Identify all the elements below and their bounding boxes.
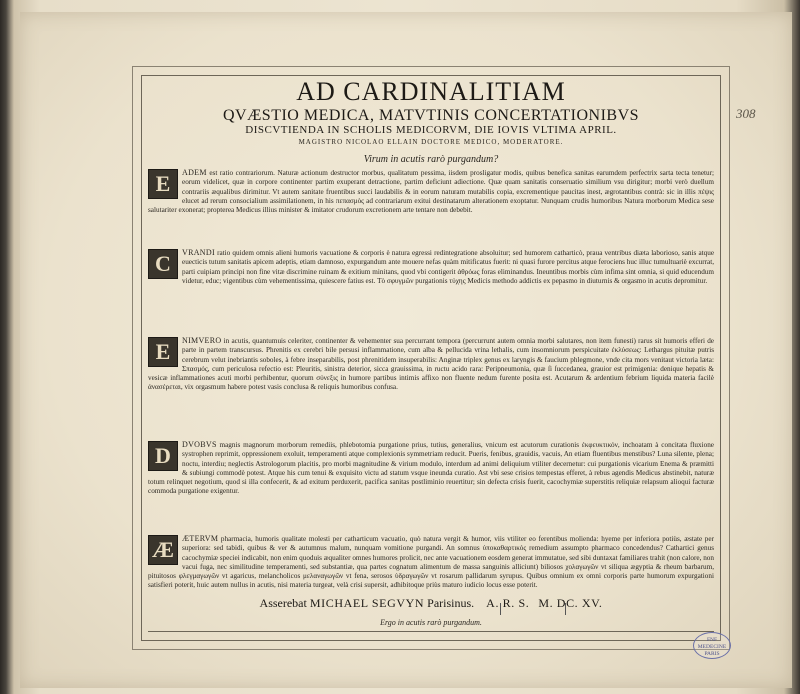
paragraph-3 <box>148 336 714 393</box>
folio-number: 308 <box>736 106 756 121</box>
paragraph-lead: ÆTERVM <box>182 534 219 543</box>
moderator-line: MAGISTRO NICOLAO ELLAIN DOCTORE MEDICO, MODERATORE. <box>298 138 564 146</box>
divider <box>148 631 714 632</box>
degree: A. R. S. <box>486 596 530 610</box>
paragraph-lead: DVOBVS <box>182 440 217 449</box>
question-line: Virum in acutis rarò purgandum? <box>363 154 499 165</box>
library-stamp <box>693 632 731 659</box>
stamp-line: MEDECINE <box>697 644 727 650</box>
stamp-line: FNF <box>706 637 718 643</box>
paragraph-lead: NIMVERO <box>182 336 222 345</box>
initial-letter: E <box>148 337 178 367</box>
divider <box>500 603 501 615</box>
defender-line <box>132 596 730 611</box>
paragraph-text: est ratio contrariorum. Naturæ actionum destructor morbus, qualitatum pessima, iisdem prosligatur modis, quibus benefica sanitas earumdem perfectrix sarta tecta tenetur; eorum videlicet, quæ in corpore continenter partim exuperant detractione, partim deficiunt adiectione. Quæ quam sanitatis conseruatio similium vsu dirigitur; morbi verò duellum contrariis æqualibus dirimitur. Vt autem sanitate fruentibus succi laudabilis & in eorum naturam mutabilis copia, excrementique paucitas inest, ægrotantibus contrà: sic in illis πέψις elucet ad rerum consocialium assimilationem, in his πεπασμὸς ad contrariarum exitui destinatarum alterationem exoptatur. Nunquam crudis humoribus Natura morborum Medica sese salutariter exonerat; propterea Medicus illius minister & imitator crudorum excretionem arte tentare non debebit. <box>148 169 715 215</box>
paragraph-text: pharmacia, humoris qualitate molesti per catharticum vacuatio, quò natura vergit & humor, viis vtiliter eo ferentibus molienda: hyeme per inferiora potiùs, æstate per superiora: sed tabidi, quibus & ver & autumnus malum, nunquam vomitione purgandi. An somnus ὑποκαθαρτικός remedium assumpto pharmaco concedendus? Cathartici genus cacochymiæ speciei indicabit, non enim quoduis æqualiter omnes humores prolicit, nec ante vacuationem eosdem generat immutatue, sed sibi duntaxat familiares trahit (non calore, non vacui fuga, nec similitudine temperamenti, sed substantiæ, qua partes cognatum alimentum de massa sanguinis alliciunt) biliosos χολαγωγῶν vt siliqua ægyptia & rheum barbarum, pituitosos φλεγμαγωγῶν vt agaricus, melancholicos μελαναγωγῶν vt fena, serosos ὑδραγωγῶν vt rosarum pallidarum syrupus. Quibus omnium ex omni corporis parte humorum expurgationi satisfieri poterit, huic autem nullus in acutis, nisi materia turgeat, velà crisi supersit, adhibitoque priùs maturo iudicio locus esse poterit. <box>148 535 714 590</box>
initial-letter: E <box>148 169 178 199</box>
conclusion-line: Ergo in acutis rarò purgandum. <box>380 618 482 627</box>
subtitle: QVÆSTIO MEDICA, MATVTINIS CONCERTATIONIBVS <box>222 107 640 124</box>
defender-prefix: Asserebat <box>259 596 307 610</box>
paragraph-5 <box>148 534 714 591</box>
paragraph-text: in acutis, quantumuis celeriter, continenter & vehementer sua percurrant tempora (percurrunt autem omnia morbi salutares, non item funesti) rarus sit humoris efferi de parte in partem transcursus. Phrenitis ex cerebri bile persusi inflammatione, cum alba & pellucida vrina lethalis, cum insomniorum perspicuitate ἐκλύσεως: Lethargus pituitæ putris cerebrum velut inebriantis soboles, à febre inseparabilis, post phrenitidem insuperabilis: Anginæ triplex genus ex laryngis & faucium phlegmone, vnde cita mors venitaut victoria læta: Σπασμός, cum periculosa refectio est: Pleuritis, sinistra deterior, sicca grauissima, in ructu acido rara: Peripneumonia, quæ ſi ſuccedanea, grauior est primigenia: denique hepatis & vesicæ inflammationes acuti morbi perhibentur, quorum σύνεξις in humore partibus intimis affixo non fluente nedum furente posita est. Acutarum & ardentium febrium liquida materia facilè ἀνασέρεται, vix orgasmum habere potest vasis conclusa & reliquis humoribus confusa. <box>148 337 715 392</box>
paragraph-lead: ADEM <box>182 168 207 177</box>
initial-letter: C <box>148 249 178 279</box>
heading-line: DISCVTIENDA IN SCHOLIS MEDICORVM, DIE IOVIS VLTIMA APRIL. <box>245 124 617 136</box>
paragraph-text: ratio quidem omnis alieni humoris vacuatione & corporis è natura egressi redintegratione absoluitur; sed humorem catharticò, praua ventribus diæta laborioso, sanis atque euecticis tutum sanitatis apicem adeptis, etiam damnoso, expurgandum ante mouere nefas quàm mitificatus fuerit: ni quasi furore percitus atque ferociens huc illuc tumultuariè excurrat, parti cuipiam principi non fine vitæ discrimine ruinam & exitium minitans, quod vbi contigerit ἀθρόως foras eliminandus. Ineuntibus morbis cùm infima sint omnia, si quid educendum videtur, educ; vigentibus cùm vehementissima, quiescere fatius est. Τὸ σφυγμῶν purgationis τύχης Medicis methodo addictis ex pepasmo in diuturnis & orgasmo in acutis depromitur. <box>182 249 715 285</box>
printed-frame <box>132 66 730 650</box>
text-block <box>141 75 721 641</box>
stamp-line: PARIS <box>704 651 720 657</box>
divider <box>565 603 566 615</box>
page-title: AD CARDINALITIAM <box>296 77 566 106</box>
year: M. DC. XV. <box>538 596 603 610</box>
paragraph-lead: VRANDI <box>182 248 215 257</box>
paragraph-2 <box>148 248 714 286</box>
defender-name: MICHAEL SEGVYN <box>309 596 425 610</box>
defender-place: Parisinus. <box>427 596 475 610</box>
initial-letter: Æ <box>148 535 178 565</box>
paragraph-1 <box>148 168 714 215</box>
paragraph-text: magnis magnorum morborum remediis, phlebotomia purgatione prius, tutius, generalius, vnicum est acutorum curationis ἐκφευκτικόν, inchoatam à concitata fluxione systrophen reprimit, oppressionem exoluit, temperamenti atque complexionis symmetriam reducit. Pueris, fenibus, grauidis, vacuis, An etiam fluentibus menstibus? Luna silente, plena; noctu, interdiu; neglectis Astrologorum placitis, pro morbi magnitudine & virium modulo, interdum ad animi deliquium vtiliter decernetur: cui purgationis vicarium Enema & præmitti & subiungi commodè potest. Atque his cum tenui & exquisito victu ad statum vsque ineunda curatio. Ast vbi sese crisios tempestas efferet, à rebus agendis Medicus abstinebit, naturæ totum relinquet negotium, quod si illa confecerit, & ad exitum perduxerit, pacifica sanitas postliminio reuertitur; sin defecta crisis fuerit, cacochymiæ superstitis reliquiæ relapsum alioqui facturæ commoda purgatione exigentur. <box>148 441 714 496</box>
initial-letter: D <box>148 441 178 471</box>
paragraph-4 <box>148 440 714 497</box>
